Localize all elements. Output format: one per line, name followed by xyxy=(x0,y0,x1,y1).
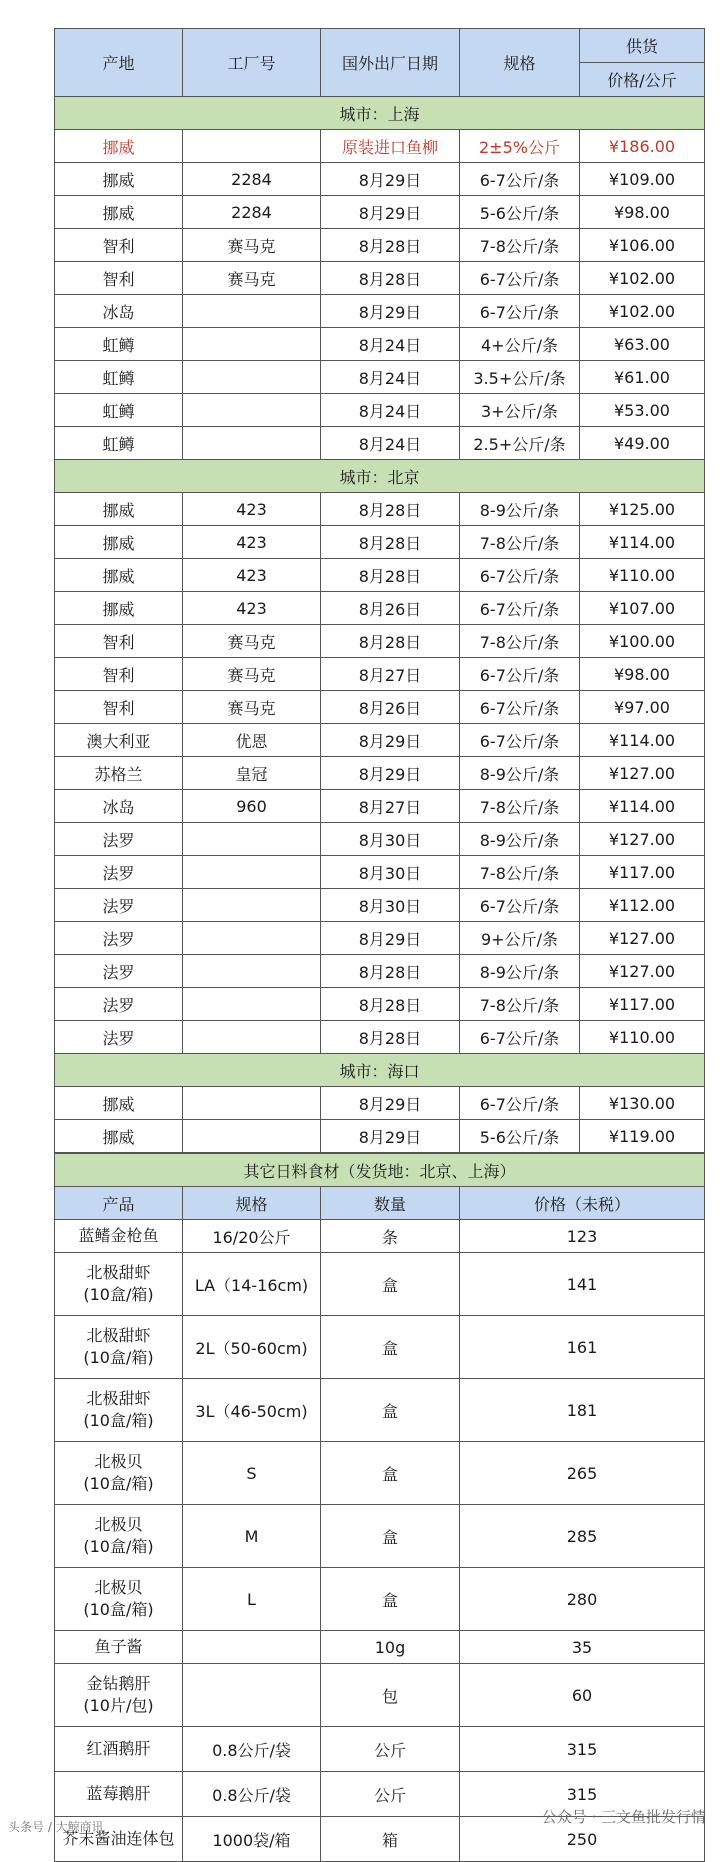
table-row xyxy=(55,790,705,823)
origin-cell: 挪威 xyxy=(55,130,183,163)
list-item xyxy=(55,1442,705,1505)
spec-cell: 6-7公斤/条 xyxy=(460,163,580,196)
spec-cell: 6-7公斤/条 xyxy=(460,691,580,724)
date-cell: 8月24日 xyxy=(321,361,460,394)
factory-cell: 皇冠 xyxy=(183,757,321,790)
price-cell: ¥110.00 xyxy=(580,559,705,592)
table-row xyxy=(55,658,705,691)
product-name-line: (10盒/箱) xyxy=(83,1285,154,1304)
factory-cell xyxy=(183,427,321,460)
price-cell: ¥106.00 xyxy=(580,229,705,262)
qty-cell: 公斤 xyxy=(321,1772,460,1817)
price-cell: 123 xyxy=(460,1220,705,1253)
table-row xyxy=(55,691,705,724)
origin-cell: 智利 xyxy=(55,625,183,658)
origin-cell: 挪威 xyxy=(55,559,183,592)
price-cell: ¥186.00 xyxy=(580,130,705,163)
product-name-line: 北极贝 xyxy=(94,1578,143,1597)
spec-cell: M xyxy=(183,1505,321,1568)
price-cell: ¥127.00 xyxy=(580,757,705,790)
spec-cell: 7-8公斤/条 xyxy=(460,526,580,559)
price-cell: ¥117.00 xyxy=(580,856,705,889)
product-cell xyxy=(55,1220,183,1253)
list-item xyxy=(55,1505,705,1568)
price-cell: ¥102.00 xyxy=(580,262,705,295)
price-cell: ¥127.00 xyxy=(580,955,705,988)
date-cell: 8月26日 xyxy=(321,691,460,724)
header-row xyxy=(55,29,705,63)
spec-cell: 2.5+公斤/条 xyxy=(460,427,580,460)
spec-cell: L xyxy=(183,1568,321,1631)
salmon-price-table xyxy=(54,28,705,1153)
table-row xyxy=(55,229,705,262)
price-cell: 35 xyxy=(460,1631,705,1664)
table-row xyxy=(55,361,705,394)
factory-cell: 960 xyxy=(183,790,321,823)
price-cell: 265 xyxy=(460,1442,705,1505)
table-row xyxy=(55,427,705,460)
origin-cell: 冰岛 xyxy=(55,295,183,328)
spec-cell: 5-6公斤/条 xyxy=(460,196,580,229)
factory-cell xyxy=(183,394,321,427)
date-cell: 8月24日 xyxy=(321,394,460,427)
date-cell: 原装进口鱼柳 xyxy=(321,130,460,163)
spec-cell xyxy=(183,1664,321,1727)
section-title: 城市：北京 xyxy=(55,460,705,493)
table-row xyxy=(55,724,705,757)
price-cell: ¥63.00 xyxy=(580,328,705,361)
price-cell: ¥53.00 xyxy=(580,394,705,427)
price-cell: ¥127.00 xyxy=(580,823,705,856)
product-cell xyxy=(55,1631,183,1664)
spec-cell: 6-7公斤/条 xyxy=(460,889,580,922)
price-cell: ¥112.00 xyxy=(580,889,705,922)
product-cell xyxy=(55,1253,183,1316)
date-cell: 8月28日 xyxy=(321,559,460,592)
list-item xyxy=(55,1664,705,1727)
factory-cell: 赛马克 xyxy=(183,262,321,295)
table-row xyxy=(55,328,705,361)
product-name-line: 北极甜虾 xyxy=(86,1263,151,1282)
origin-cell: 挪威 xyxy=(55,526,183,559)
qty-cell: 盒 xyxy=(321,1442,460,1505)
table-row xyxy=(55,1087,705,1120)
factory-cell xyxy=(183,988,321,1021)
date-cell: 8月28日 xyxy=(321,229,460,262)
spec-cell: 3+公斤/条 xyxy=(460,394,580,427)
table-row xyxy=(55,196,705,229)
table-row xyxy=(55,1120,705,1153)
table-row xyxy=(55,625,705,658)
factory-cell: 423 xyxy=(183,526,321,559)
product-name-line: (10盒/箱) xyxy=(83,1474,154,1493)
factory-cell xyxy=(183,955,321,988)
factory-cell: 423 xyxy=(183,559,321,592)
spec-cell: 0.8公斤/袋 xyxy=(183,1772,321,1817)
spec-cell: S xyxy=(183,1442,321,1505)
spec-cell: 6-7公斤/条 xyxy=(460,592,580,625)
other-title: 其它日料食材（发货地：北京、上海） xyxy=(55,1154,705,1187)
qty-cell: 盒 xyxy=(321,1505,460,1568)
price-list xyxy=(54,28,704,1862)
table-row xyxy=(55,922,705,955)
origin-cell: 法罗 xyxy=(55,955,183,988)
factory-cell xyxy=(183,361,321,394)
table-row xyxy=(55,592,705,625)
origin-cell: 智利 xyxy=(55,691,183,724)
date-cell: 8月29日 xyxy=(321,757,460,790)
date-cell: 8月28日 xyxy=(321,625,460,658)
spec-cell: LA（14-16cm) xyxy=(183,1253,321,1316)
list-item xyxy=(55,1220,705,1253)
product-name-line: (10片/包) xyxy=(83,1696,154,1715)
origin-cell: 冰岛 xyxy=(55,790,183,823)
product-cell xyxy=(55,1772,183,1817)
spec-cell: 6-7公斤/条 xyxy=(460,262,580,295)
list-item xyxy=(55,1568,705,1631)
factory-cell xyxy=(183,823,321,856)
table-row xyxy=(55,889,705,922)
origin-cell: 虹鳟 xyxy=(55,427,183,460)
factory-cell xyxy=(183,328,321,361)
spec-cell: 8-9公斤/条 xyxy=(460,757,580,790)
date-cell: 8月28日 xyxy=(321,1021,460,1054)
table-row xyxy=(55,295,705,328)
spec-cell: 6-7公斤/条 xyxy=(460,658,580,691)
date-cell: 8月29日 xyxy=(321,922,460,955)
product-name-line: 北极贝 xyxy=(94,1452,143,1471)
origin-cell: 法罗 xyxy=(55,1021,183,1054)
product-cell xyxy=(55,1379,183,1442)
product-cell xyxy=(55,1727,183,1772)
spec-cell: 6-7公斤/条 xyxy=(460,1021,580,1054)
price-cell: ¥114.00 xyxy=(580,724,705,757)
qty-cell: 盒 xyxy=(321,1253,460,1316)
date-cell: 8月29日 xyxy=(321,724,460,757)
price-cell: ¥125.00 xyxy=(580,493,705,526)
header-date: 国外出厂日期 xyxy=(321,29,460,97)
factory-cell: 2284 xyxy=(183,163,321,196)
factory-cell: 赛马克 xyxy=(183,229,321,262)
product-name-line: 北极甜虾 xyxy=(86,1389,151,1408)
product-name-line: 芥末酱油连体包 xyxy=(62,1829,175,1848)
date-cell: 8月27日 xyxy=(321,790,460,823)
date-cell: 8月24日 xyxy=(321,328,460,361)
date-cell: 8月24日 xyxy=(321,427,460,460)
spec-cell: 6-7公斤/条 xyxy=(460,559,580,592)
table-row xyxy=(55,163,705,196)
table-row xyxy=(55,1021,705,1054)
factory-cell xyxy=(183,130,321,163)
watermark-right: 公众号 · 三文鱼批发行情 xyxy=(541,1808,706,1826)
origin-cell: 虹鳟 xyxy=(55,328,183,361)
date-cell: 8月26日 xyxy=(321,592,460,625)
spec-cell: 6-7公斤/条 xyxy=(460,295,580,328)
price-cell: 141 xyxy=(460,1253,705,1316)
price-cell: ¥97.00 xyxy=(580,691,705,724)
section-title: 城市：上海 xyxy=(55,97,705,130)
origin-cell: 智利 xyxy=(55,262,183,295)
other-table-body xyxy=(55,1154,705,1862)
spec-cell: 7-8公斤/条 xyxy=(460,229,580,262)
spec-cell: 7-8公斤/条 xyxy=(460,790,580,823)
origin-cell: 澳大利亚 xyxy=(55,724,183,757)
other-title-row xyxy=(55,1154,705,1187)
date-cell: 8月30日 xyxy=(321,856,460,889)
product-name-line: (10盒/箱) xyxy=(83,1600,154,1619)
list-item xyxy=(55,1379,705,1442)
section-title-row xyxy=(55,1054,705,1087)
date-cell: 8月29日 xyxy=(321,1120,460,1153)
price-cell: ¥114.00 xyxy=(580,526,705,559)
list-item xyxy=(55,1727,705,1772)
table-row xyxy=(55,526,705,559)
table-row xyxy=(55,856,705,889)
factory-cell xyxy=(183,1087,321,1120)
origin-cell: 虹鳟 xyxy=(55,394,183,427)
spec-cell: 7-8公斤/条 xyxy=(460,856,580,889)
origin-cell: 法罗 xyxy=(55,856,183,889)
product-name-line: (10盒/箱) xyxy=(83,1537,154,1556)
origin-cell: 挪威 xyxy=(55,1087,183,1120)
spec-cell: 0.8公斤/袋 xyxy=(183,1727,321,1772)
table-row xyxy=(55,262,705,295)
factory-cell xyxy=(183,889,321,922)
header-spec: 规格 xyxy=(460,29,580,97)
date-cell: 8月28日 xyxy=(321,955,460,988)
factory-cell: 423 xyxy=(183,592,321,625)
product-cell xyxy=(55,1568,183,1631)
factory-cell: 优恩 xyxy=(183,724,321,757)
date-cell: 8月29日 xyxy=(321,295,460,328)
price-cell: 181 xyxy=(460,1379,705,1442)
origin-cell: 虹鳟 xyxy=(55,361,183,394)
spec-cell: 8-9公斤/条 xyxy=(460,823,580,856)
price-cell: 250 xyxy=(460,1817,705,1862)
header-factory: 工厂号 xyxy=(183,29,321,97)
origin-cell: 挪威 xyxy=(55,163,183,196)
table-row xyxy=(55,823,705,856)
price-cell: ¥100.00 xyxy=(580,625,705,658)
price-cell: ¥130.00 xyxy=(580,1087,705,1120)
qty-cell: 条 xyxy=(321,1220,460,1253)
price-cell: 285 xyxy=(460,1505,705,1568)
table-row xyxy=(55,493,705,526)
qty-cell: 盒 xyxy=(321,1316,460,1379)
origin-cell: 智利 xyxy=(55,658,183,691)
date-cell: 8月28日 xyxy=(321,493,460,526)
spec-cell: 9+公斤/条 xyxy=(460,922,580,955)
price-cell: 315 xyxy=(460,1772,705,1817)
list-item xyxy=(55,1316,705,1379)
factory-cell: 2284 xyxy=(183,196,321,229)
section-title-row xyxy=(55,460,705,493)
price-cell: ¥102.00 xyxy=(580,295,705,328)
spec-cell: 2±5%公斤 xyxy=(460,130,580,163)
qty-cell: 盒 xyxy=(321,1379,460,1442)
header-supply: 供货 xyxy=(580,29,705,63)
product-cell xyxy=(55,1505,183,1568)
section-title: 城市：海口 xyxy=(55,1054,705,1087)
spec-cell xyxy=(183,1631,321,1664)
header-price: 价格/公斤 xyxy=(580,63,705,97)
factory-cell xyxy=(183,295,321,328)
date-cell: 8月28日 xyxy=(321,262,460,295)
origin-cell: 法罗 xyxy=(55,922,183,955)
spec-cell: 7-8公斤/条 xyxy=(460,988,580,1021)
product-name-line: 北极甜虾 xyxy=(86,1326,151,1345)
origin-cell: 挪威 xyxy=(55,592,183,625)
date-cell: 8月29日 xyxy=(321,163,460,196)
table-row xyxy=(55,988,705,1021)
qty-cell: 公斤 xyxy=(321,1727,460,1772)
watermark-left: 头条号 / 大鲸商讯 xyxy=(8,1820,104,1834)
spec-cell: 8-9公斤/条 xyxy=(460,955,580,988)
table-row xyxy=(55,757,705,790)
factory-cell xyxy=(183,1021,321,1054)
table-row xyxy=(55,130,705,163)
price-cell: ¥127.00 xyxy=(580,922,705,955)
origin-cell: 挪威 xyxy=(55,196,183,229)
factory-cell: 赛马克 xyxy=(183,658,321,691)
date-cell: 8月28日 xyxy=(321,988,460,1021)
date-cell: 8月29日 xyxy=(321,1087,460,1120)
list-item xyxy=(55,1631,705,1664)
spec-cell: 6-7公斤/条 xyxy=(460,724,580,757)
price-cell: ¥117.00 xyxy=(580,988,705,1021)
origin-cell: 法罗 xyxy=(55,889,183,922)
product-name-line: 北极贝 xyxy=(94,1515,143,1534)
spec-cell: 16/20公斤 xyxy=(183,1220,321,1253)
price-cell: ¥98.00 xyxy=(580,658,705,691)
factory-cell xyxy=(183,922,321,955)
date-cell: 8月29日 xyxy=(321,196,460,229)
origin-cell: 智利 xyxy=(55,229,183,262)
product-cell xyxy=(55,1316,183,1379)
price-cell: 60 xyxy=(460,1664,705,1727)
price-cell: 315 xyxy=(460,1727,705,1772)
other-foods-table xyxy=(54,1153,705,1862)
price-cell: ¥49.00 xyxy=(580,427,705,460)
spec-cell: 4+公斤/条 xyxy=(460,328,580,361)
product-name-line: 鱼子酱 xyxy=(94,1637,143,1656)
factory-cell xyxy=(183,856,321,889)
list-item xyxy=(55,1253,705,1316)
spec-cell: 2L（50-60cm) xyxy=(183,1316,321,1379)
qty-cell: 盒 xyxy=(321,1568,460,1631)
factory-cell: 423 xyxy=(183,493,321,526)
price-cell: ¥119.00 xyxy=(580,1120,705,1153)
spec-cell: 3L（46-50cm) xyxy=(183,1379,321,1442)
factory-cell: 赛马克 xyxy=(183,625,321,658)
other-header-qty: 数量 xyxy=(321,1187,460,1220)
product-name-line: 金钻鹅肝 xyxy=(86,1674,151,1693)
price-cell: 280 xyxy=(460,1568,705,1631)
date-cell: 8月30日 xyxy=(321,823,460,856)
other-header-product: 产品 xyxy=(55,1187,183,1220)
spec-cell: 7-8公斤/条 xyxy=(460,625,580,658)
salmon-table-body xyxy=(55,97,705,1153)
spec-cell: 5-6公斤/条 xyxy=(460,1120,580,1153)
spec-cell: 1000袋/箱 xyxy=(183,1817,321,1862)
product-cell xyxy=(55,1664,183,1727)
origin-cell: 法罗 xyxy=(55,988,183,1021)
date-cell: 8月27日 xyxy=(321,658,460,691)
table-row xyxy=(55,394,705,427)
product-cell xyxy=(55,1442,183,1505)
origin-cell: 法罗 xyxy=(55,823,183,856)
qty-cell: 箱 xyxy=(321,1817,460,1862)
spec-cell: 3.5+公斤/条 xyxy=(460,361,580,394)
spec-cell: 8-9公斤/条 xyxy=(460,493,580,526)
other-header-row xyxy=(55,1187,705,1220)
price-cell: ¥107.00 xyxy=(580,592,705,625)
product-name-line: 蓝莓鹅肝 xyxy=(86,1784,151,1803)
price-cell: ¥98.00 xyxy=(580,196,705,229)
factory-cell: 赛马克 xyxy=(183,691,321,724)
header-origin: 产地 xyxy=(55,29,183,97)
qty-cell: 10g xyxy=(321,1631,460,1664)
product-name-line: (10盒/箱) xyxy=(83,1348,154,1367)
spec-cell: 6-7公斤/条 xyxy=(460,1087,580,1120)
price-cell: ¥61.00 xyxy=(580,361,705,394)
date-cell: 8月28日 xyxy=(321,526,460,559)
section-title-row xyxy=(55,97,705,130)
qty-cell: 包 xyxy=(321,1664,460,1727)
table-row xyxy=(55,559,705,592)
product-name-line: 红酒鹅肝 xyxy=(86,1739,151,1758)
origin-cell: 挪威 xyxy=(55,493,183,526)
date-cell: 8月30日 xyxy=(321,889,460,922)
price-cell: ¥109.00 xyxy=(580,163,705,196)
origin-cell: 挪威 xyxy=(55,1120,183,1153)
origin-cell: 苏格兰 xyxy=(55,757,183,790)
factory-cell xyxy=(183,1120,321,1153)
price-cell: 161 xyxy=(460,1316,705,1379)
other-header-price: 价格（未税） xyxy=(460,1187,705,1220)
other-header-spec: 规格 xyxy=(183,1187,321,1220)
price-cell: ¥110.00 xyxy=(580,1021,705,1054)
footer xyxy=(0,1808,722,1842)
table-row xyxy=(55,955,705,988)
product-name-line: (10盒/箱) xyxy=(83,1411,154,1430)
price-cell: ¥114.00 xyxy=(580,790,705,823)
product-name-line: 蓝鳍金枪鱼 xyxy=(78,1226,159,1245)
